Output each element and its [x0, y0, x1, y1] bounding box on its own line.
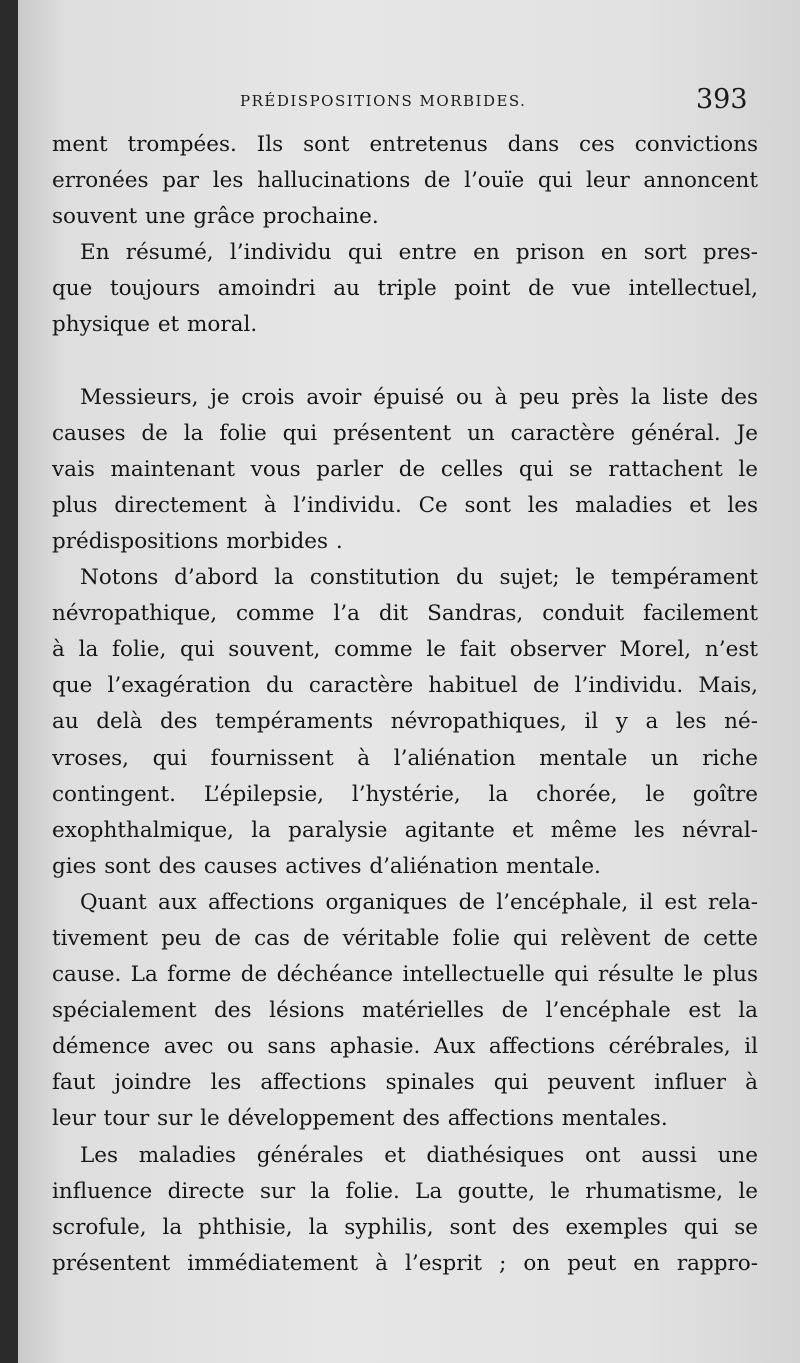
- text-line: présentent immédiatement à l’esprit ; on peut en rappro-: [52, 1250, 758, 1276]
- text-line: à la folie, qui souvent, comme le fait observer Morel, n’est: [52, 637, 758, 663]
- text-line: contingent. L’épilepsie, l’hystérie, la chorée, le goître: [52, 781, 758, 807]
- text-line: causes de la folie qui présentent un caractère général. Je: [52, 420, 758, 446]
- text-line: souvent une grâce prochaine.: [52, 204, 379, 230]
- text-line: exophthalmique, la paralysie agitante et même les névral-: [52, 817, 758, 843]
- section-gap: [52, 344, 758, 380]
- text-line: prédispositions morbides .: [52, 528, 343, 554]
- text-line: au delà des tempéraments névropathiques, il y a les né-: [52, 709, 758, 735]
- text-line: gies sont des causes actives d’aliénation mentale.: [52, 853, 601, 879]
- text-line: vais maintenant vous parler de celles qui se rattachent le: [52, 456, 758, 482]
- text-line: scrofule, la phthisie, la syphilis, sont des exemples qui se: [52, 1214, 758, 1240]
- text-line: Messieurs, je crois avoir épuisé ou à peu près la liste des: [80, 384, 758, 410]
- text-line: plus directement à l’individu. Ce sont les maladies et les: [52, 492, 758, 518]
- page-number: 393: [696, 84, 748, 115]
- running-title: PRÉDISPOSITIONS MORBIDES.: [240, 92, 527, 110]
- text-line: spécialement des lésions matérielles de l’encéphale est la: [52, 998, 758, 1024]
- text-line: Quant aux affections organiques de l’encéphale, il est rela-: [80, 889, 758, 915]
- text-line: démence avec ou sans aphasie. Aux affections cérébrales, il: [52, 1034, 758, 1060]
- text-line: névropathique, comme l’a dit Sandras, conduit facilement: [52, 601, 758, 627]
- text-line: que toujours amoindri au triple point de vue intellectuel,: [52, 276, 758, 302]
- text-line: cause. La forme de déchéance intellectuelle qui résulte le plus: [52, 962, 758, 988]
- book-page: [18, 0, 800, 1363]
- text-line: faut joindre les affections spinales qui peuvent influer à: [52, 1070, 758, 1096]
- page-header: [18, 84, 800, 120]
- text-line: que l’exagération du caractère habituel de l’individu. Mais,: [52, 673, 758, 699]
- text-line: leur tour sur le développement des affections mentales.: [52, 1106, 668, 1132]
- text-line: influence directe sur la folie. La goutte, le rhumatisme, le: [52, 1178, 758, 1204]
- text-line: physique et moral.: [52, 312, 258, 338]
- text-line: erronées par les hallucinations de l’ouïe qui leur annoncent: [52, 168, 758, 194]
- text-line: vroses, qui fournissent à l’aliénation mentale un riche: [52, 745, 758, 771]
- body-text: [52, 127, 758, 1282]
- text-line: ment trompées. Ils sont entretenus dans ces convictions: [52, 132, 758, 157]
- text-line: Notons d’abord la constitution du sujet; le tempérament: [80, 565, 758, 591]
- text-line: En résumé, l’individu qui entre en prison en sort pres-: [80, 240, 758, 266]
- text-line: Les maladies générales et diathésiques ont aussi une: [80, 1142, 758, 1168]
- text-line: tivement peu de cas de véritable folie qui relèvent de cette: [52, 925, 758, 951]
